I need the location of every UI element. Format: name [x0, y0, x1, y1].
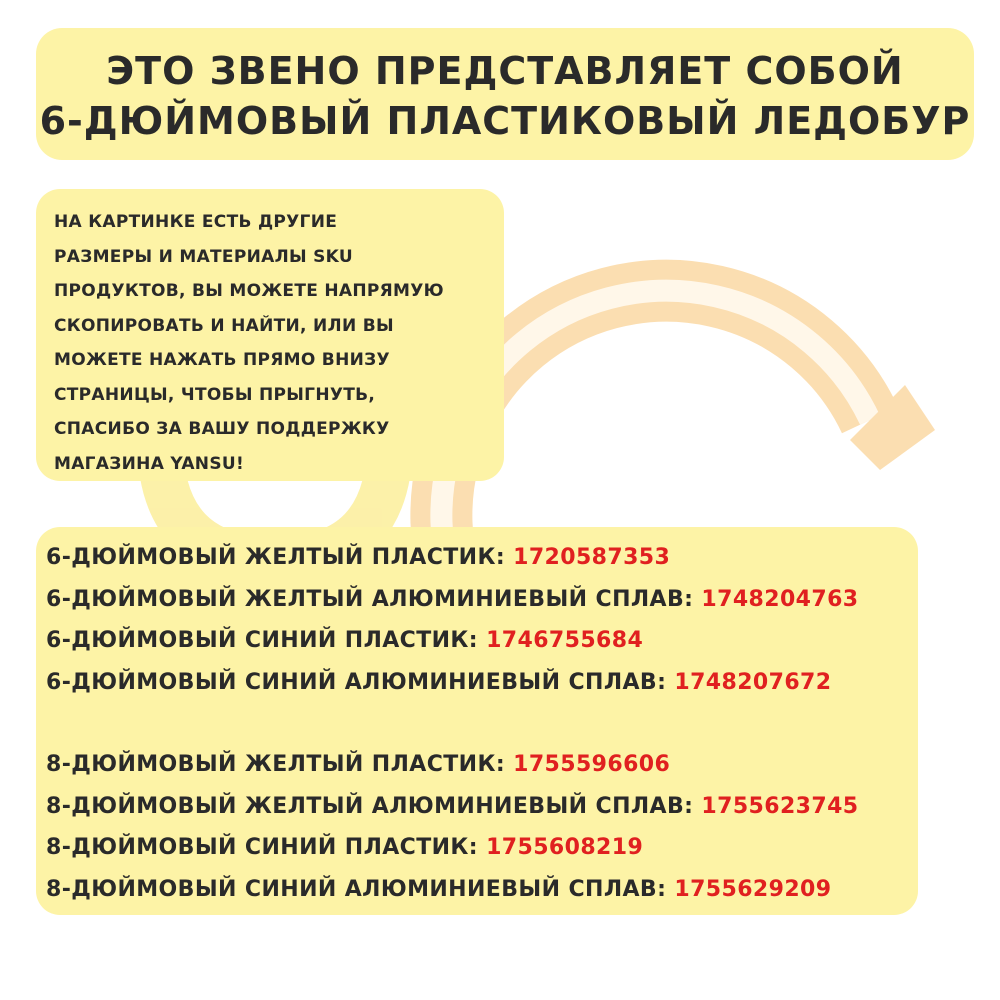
sku-label: 8-ДЮЙМОВЫЙ СИНИЙ ПЛАСТИК: [46, 835, 479, 860]
sku-row [46, 827, 858, 869]
sku-label: 8-ДЮЙМОВЫЙ ЖЕЛТЫЙ АЛЮМИНИЕВЫЙ СПЛАВ: [46, 793, 694, 819]
sku-row [46, 579, 858, 621]
notice-line: СКОПИРОВАТЬ И НАЙТИ, ИЛИ ВЫ [54, 315, 394, 336]
notice-box [36, 189, 504, 481]
notice-line: ПРОДУКТОВ, ВЫ МОЖЕТЕ НАПРЯМУЮ [54, 281, 444, 301]
sku-label: 8-ДЮЙМОВЫЙ СИНИЙ АЛЮМИНИЕВЫЙ СПЛАВ: [46, 876, 667, 902]
title-line: 6-ДЮЙМОВЫЙ ПЛАСТИКОВЫЙ ЛЕДОБУР [39, 99, 971, 143]
sku-list [46, 537, 858, 910]
notice-text [54, 205, 444, 481]
notice-line: СТРАНИЦЫ, ЧТОБЫ ПРЫГНУТЬ, [54, 384, 376, 405]
sku-row [46, 786, 858, 828]
notice-line: МАГАЗИНА YANSU! [54, 453, 245, 474]
sku-code: 1746755684 [486, 628, 644, 653]
notice-line: НА КАРТИНКЕ ЕСТЬ ДРУГИЕ [54, 212, 338, 232]
notice-line: МОЖЕТЕ НАЖАТЬ ПРЯМО ВНИЗУ [54, 350, 390, 370]
notice-line: СПАСИБО ЗА ВАШУ ПОДДЕРЖКУ [54, 419, 390, 439]
page-title [36, 46, 974, 146]
sku-code: 1755623745 [701, 793, 859, 819]
sku-code: 1720587353 [513, 545, 671, 570]
sku-row [46, 744, 858, 786]
sku-row [46, 662, 858, 704]
title-line: ЭТО ЗВЕНО ПРЕДСТАВЛЯЕТ СОБОЙ [106, 49, 904, 93]
sku-label: 6-ДЮЙМОВЫЙ ЖЕЛТЫЙ АЛЮМИНИЕВЫЙ СПЛАВ: [46, 586, 694, 612]
sku-label: 6-ДЮЙМОВЫЙ ЖЕЛТЫЙ ПЛАСТИК: [46, 545, 506, 570]
sku-code: 1748204763 [701, 586, 859, 612]
sku-code: 1755608219 [486, 835, 644, 860]
sku-code: 1748207672 [674, 669, 832, 695]
header-banner [36, 28, 974, 160]
sku-code: 1755596606 [513, 752, 671, 777]
sku-label: 6-ДЮЙМОВЫЙ СИНИЙ АЛЮМИНИЕВЫЙ СПЛАВ: [46, 669, 667, 695]
sku-label: 6-ДЮЙМОВЫЙ СИНИЙ ПЛАСТИК: [46, 628, 479, 653]
sku-label: 8-ДЮЙМОВЫЙ ЖЕЛТЫЙ ПЛАСТИК: [46, 752, 506, 777]
sku-row [46, 537, 858, 579]
sku-row [46, 869, 858, 911]
sku-list-box [36, 527, 918, 915]
notice-line: РАЗМЕРЫ И МАТЕРИАЛЫ SKU [54, 246, 353, 267]
sku-code: 1755629209 [674, 876, 832, 902]
sku-row [46, 620, 858, 662]
